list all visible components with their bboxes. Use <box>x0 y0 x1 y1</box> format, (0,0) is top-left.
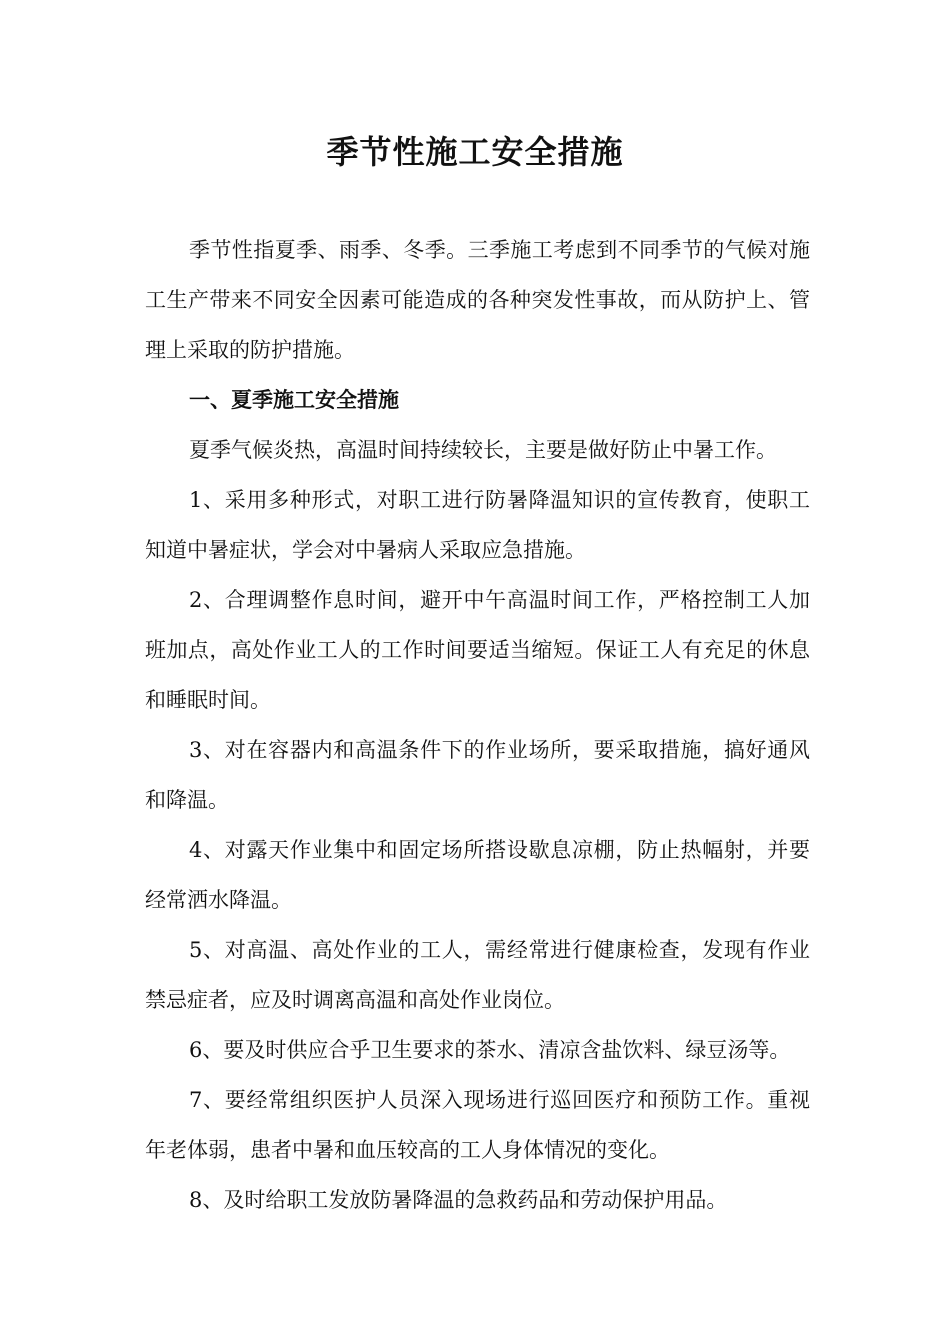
list-item-6: 6、要及时供应合乎卫生要求的茶水、清凉含盐饮料、绿豆汤等。 <box>189 1038 791 1062</box>
intro-paragraph: 季节性指夏季、雨季、冬季。三季施工考虑到不同季节的气候对施工生产带来不同安全因素可能造成的各种突发性事故，而从防护上、管理上采取的防护措施。 <box>145 238 810 362</box>
list-item-7: 7、要经常组织医护人员深入现场进行巡回医疗和预防工作。重视年老体弱，患者中暑和血压较高的工人身体情况的变化。 <box>145 1088 810 1162</box>
document-title: 季节性施工安全措施 <box>326 133 624 171</box>
list-item-5: 5、对高温、高处作业的工人，需经常进行健康检查，发现有作业禁忌症者，应及时调离高温和高处作业岗位。 <box>145 938 810 1012</box>
document-body <box>145 225 810 1225</box>
list-item-3: 3、对在容器内和高温条件下的作业场所，要采取措施，搞好通风和降温。 <box>145 738 810 812</box>
section-heading-summer: 一、夏季施工安全措施 <box>189 387 399 412</box>
list-item-1: 1、采用多种形式，对职工进行防暑降温知识的宣传教育，使职工知道中暑症状，学会对中暑病人采取应急措施。 <box>145 488 810 562</box>
list-item-4: 4、对露天作业集中和固定场所搭设歇息凉棚，防止热幅射，并要经常洒水降温。 <box>145 838 810 912</box>
section-lead-paragraph: 夏季气候炎热，高温时间持续较长，主要是做好防止中暑工作。 <box>189 438 777 462</box>
list-item-8: 8、及时给职工发放防暑降温的急救药品和劳动保护用品。 <box>189 1188 728 1212</box>
list-item-2: 2、合理调整作息时间，避开中午高温时间工作，严格控制工人加班加点，高处作业工人的工作时间要适当缩短。保证工人有充足的休息和睡眠时间。 <box>145 588 810 712</box>
